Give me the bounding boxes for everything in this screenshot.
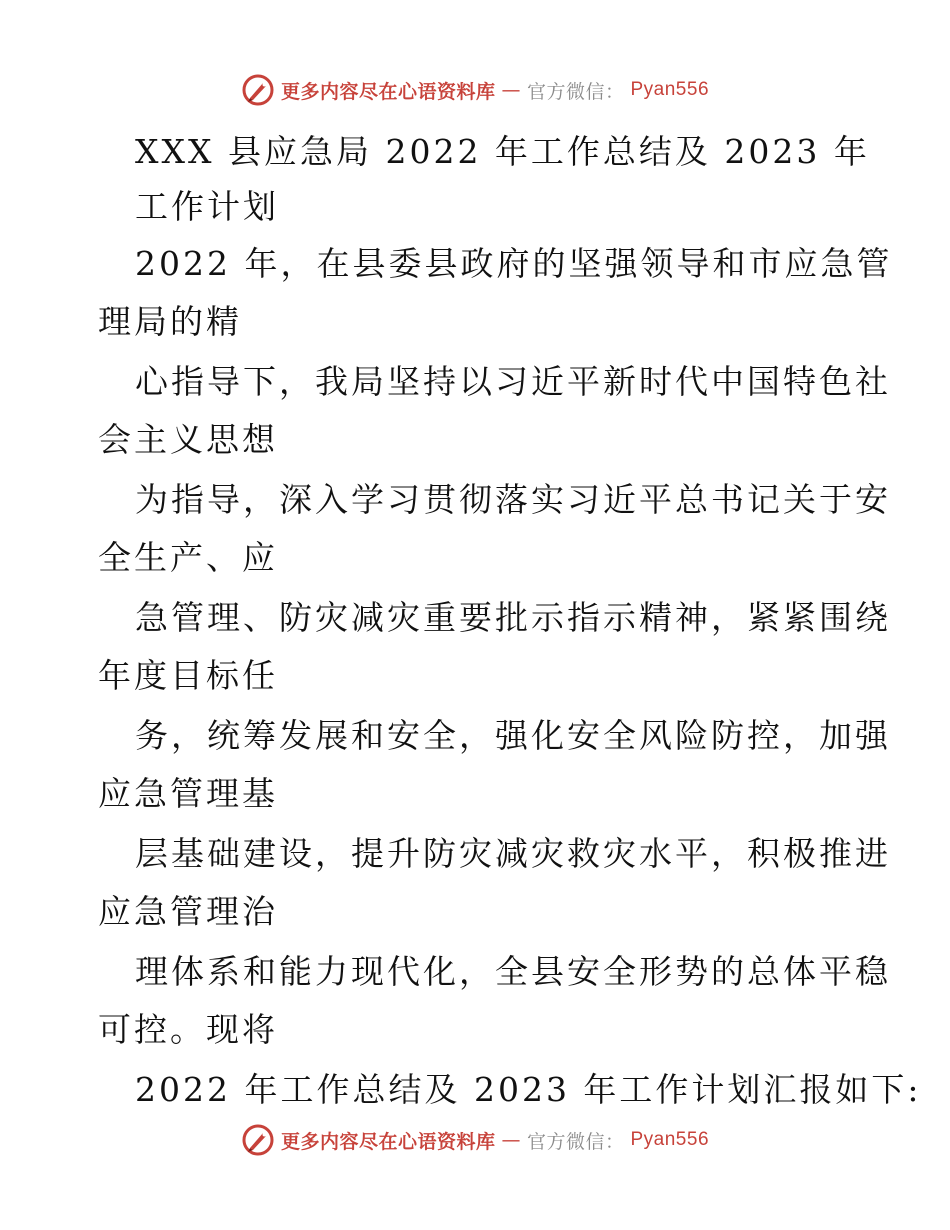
paragraph-line: 2022 年，在县委县政府的坚强领导和市应急管 (135, 244, 893, 283)
paragraph-line: 务，统筹发展和安全，强化安全风险防控，加强 (135, 716, 891, 755)
paragraph-line: 会主义思想 (98, 420, 278, 459)
paragraph-line: 为指导，深入学习贯彻落实习近平总书记关于安 (135, 480, 891, 519)
doc-title-line-1: XXX 县应急局 2022 年工作总结及 2023 年 (135, 132, 870, 171)
paragraph-line: 全生产、应 (98, 538, 278, 577)
watermark-main-text: 更多内容尽在心语资料库 (280, 1130, 496, 1153)
paragraph-line: 心指导下，我局坚持以习近平新时代中国特色社 (135, 362, 891, 401)
pen-logo-icon (241, 1123, 275, 1157)
paragraph-line: 应急管理基 (98, 774, 278, 813)
doc-title-line-2: 工作计划 (135, 187, 279, 226)
paragraph-line: 可控。现将 (98, 1010, 278, 1049)
footer-watermark (0, 1120, 950, 1160)
watermark-wechat-id: Pyan556 (630, 79, 710, 100)
watermark-dash: — (501, 1129, 521, 1151)
watermark-wechat-id: Pyan556 (630, 1129, 710, 1150)
watermark-label: 官方微信： (526, 80, 625, 103)
watermark-dash: — (501, 79, 521, 101)
paragraph-line: 理体系和能力现代化，全县安全形势的总体平稳 (135, 952, 891, 991)
paragraph-line: 理局的精 (98, 302, 242, 341)
paragraph-line: 急管理、防灾减灾重要批示指示精神，紧紧围绕 (135, 598, 891, 637)
paragraph-line: 应急管理治 (98, 892, 278, 931)
watermark-main-text: 更多内容尽在心语资料库 (280, 80, 496, 103)
paragraph-line: 层基础建设，提升防灾减灾救灾水平，积极推进 (135, 834, 891, 873)
paragraph-line: 2022 年工作总结及 2023 年工作计划汇报如下: (135, 1070, 922, 1109)
paragraph-line: 年度目标任 (98, 656, 278, 695)
header-watermark (0, 70, 950, 110)
watermark-label: 官方微信： (526, 1130, 625, 1153)
pen-logo-icon (241, 73, 275, 107)
